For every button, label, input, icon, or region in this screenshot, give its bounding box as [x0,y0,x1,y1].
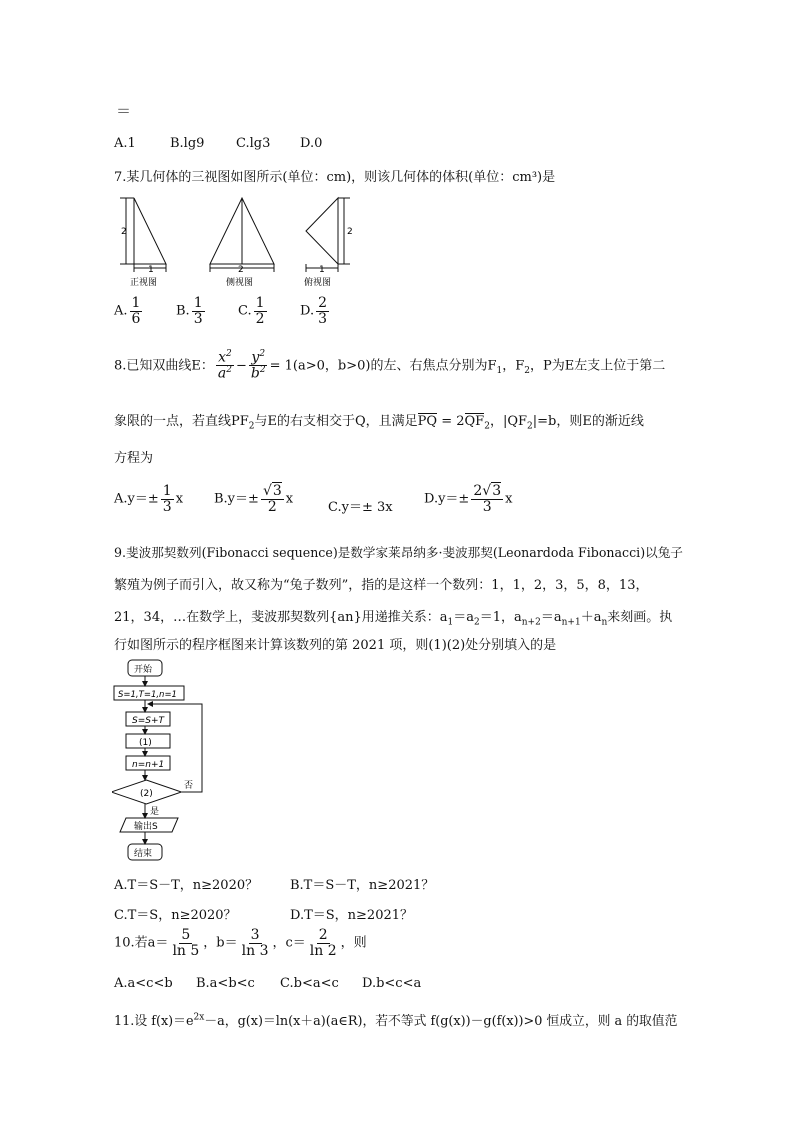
q10-option-a: A.a<c<b [114,976,173,991]
equals-sign: ＝ [116,102,132,120]
q9-option-d: D.T＝S，n≥2021？ [290,908,414,923]
q8-option-b: B.y＝± $\frac{√3}{2}$ x [214,483,294,515]
side-view [210,198,274,272]
front-dim-1: 1 [148,265,154,275]
side-dim-2: 2 [238,265,244,275]
vector-pq: PQ [417,414,438,429]
q9-line-2: 繁殖为例子而引入，故又称为“兔子数列”，指的是这样一个数列：1，1，2，3，5，8，13， [114,578,649,593]
flow-no-label: 否 [184,781,194,791]
q7-option-c: C. $\frac{1}{2}$ [238,295,265,327]
flow-yes-label: 是 [150,807,160,817]
top-view-label: 俯视图 [304,278,332,288]
q8-line-3: 方程为 [114,451,154,466]
front-dim-2: 2 [121,227,127,237]
flow-end-label: 结束 [134,849,153,859]
q8-option-c: C.y＝± 3x [328,500,393,515]
q6-option-b: B.lg9 [170,136,205,151]
q11-stem: 11.设 $f(x)=e^{2x}-a$，g(x)＝ln(x＋a)(a∈R)，若不等式 f(g(x))－g(f(x))>0 恒成立，则 a 的取值范 [114,1012,678,1029]
q10-option-c: C.b<a<c [280,976,339,991]
q8-option-a: A.y＝± $\frac{1}{3}$ x [114,483,184,515]
front-view-label: 正视图 [130,278,158,288]
q6-option-c: C.lg3 [236,136,271,151]
flow-step3-label: n=n+1 [132,760,165,770]
q6-option-a: A.1 [114,136,136,151]
q7-option-d: D. $\frac{2}{3}$ [300,295,328,327]
side-view-label: 侧视图 [226,278,254,288]
flow-step2-label: (1) [139,738,152,748]
q8-option-d: D.y＝± $\frac{2√3}{3}$ x [424,483,513,515]
q9-option-a: A.T＝S－T，n≥2020？ [114,878,259,893]
q9-option-b: B.T＝S－T，n≥2021？ [290,878,435,893]
flow-output-label: 输出S [134,822,158,832]
q10-option-b: B.a<b<c [196,976,255,991]
flow-start-label: 开始 [134,665,153,675]
q8-line-1: 8.已知双曲线E： $\frac{x^2}{a^2}$ − $\frac{y^2}{b^2}$ = 1(a>0，b>0)的左、右焦点分别为$F_1$，$F_2$，P为E左支上位于第二 [114,349,666,382]
flow-cond-label: (2) [140,789,153,799]
flow-step1-label: S=S+T [132,716,165,726]
top-view [306,198,350,272]
q10-stem: 10.若a＝ $\frac{5}{\ln 5}$ ，b＝ $\frac{3}{\ln 3}$ ，c＝ $\frac{2}{\ln 2}$ ，则 [114,927,367,959]
front-view [120,198,166,272]
q6-option-d: D.0 [300,136,323,151]
q9-line-3: 21，34，…在数学上，斐波那契数列{an}用递推关系：$a_1=a_2=1$，$a_{n+2}=a_{n+1}+a_n$来刻画。执 [114,610,673,628]
q9-line-1: 9.斐波那契数列(Fibonacci sequence)是数学家莱昂纳多·斐波那契(Leonardoda Fibonacci)以兔子 [114,545,683,560]
top-dim-1: 1 [319,265,325,275]
q7-stem: 7.某几何体的三视图如图所示(单位：cm)，则该几何体的体积(单位：cm³)是 [114,170,556,185]
top-dim-2: 2 [347,227,353,237]
q9-option-c: C.T＝S，n≥2020？ [114,908,237,923]
three-view-figure [114,192,374,292]
q7-option-a: A. $\frac{1}{6}$ [114,295,141,327]
q8-line-2: 象限的一点，若直线$PF_2$与E的右支相交于Q，且满足PQ = $2QF_2$，$|QF_2|=b$，则E的渐近线 [114,414,644,432]
flow-init-label: S=1,T=1,n=1 [118,690,177,700]
flowchart [112,658,222,862]
q7-option-b: B. $\frac{1}{3}$ [176,295,203,327]
vector-qf2: QF [464,414,485,429]
q10-option-d: D.b<c<a [362,976,422,991]
q9-line-4: 行如图所示的程序框图来计算该数列的第 2021 项，则(1)(2)处分别填入的是 [114,638,557,653]
